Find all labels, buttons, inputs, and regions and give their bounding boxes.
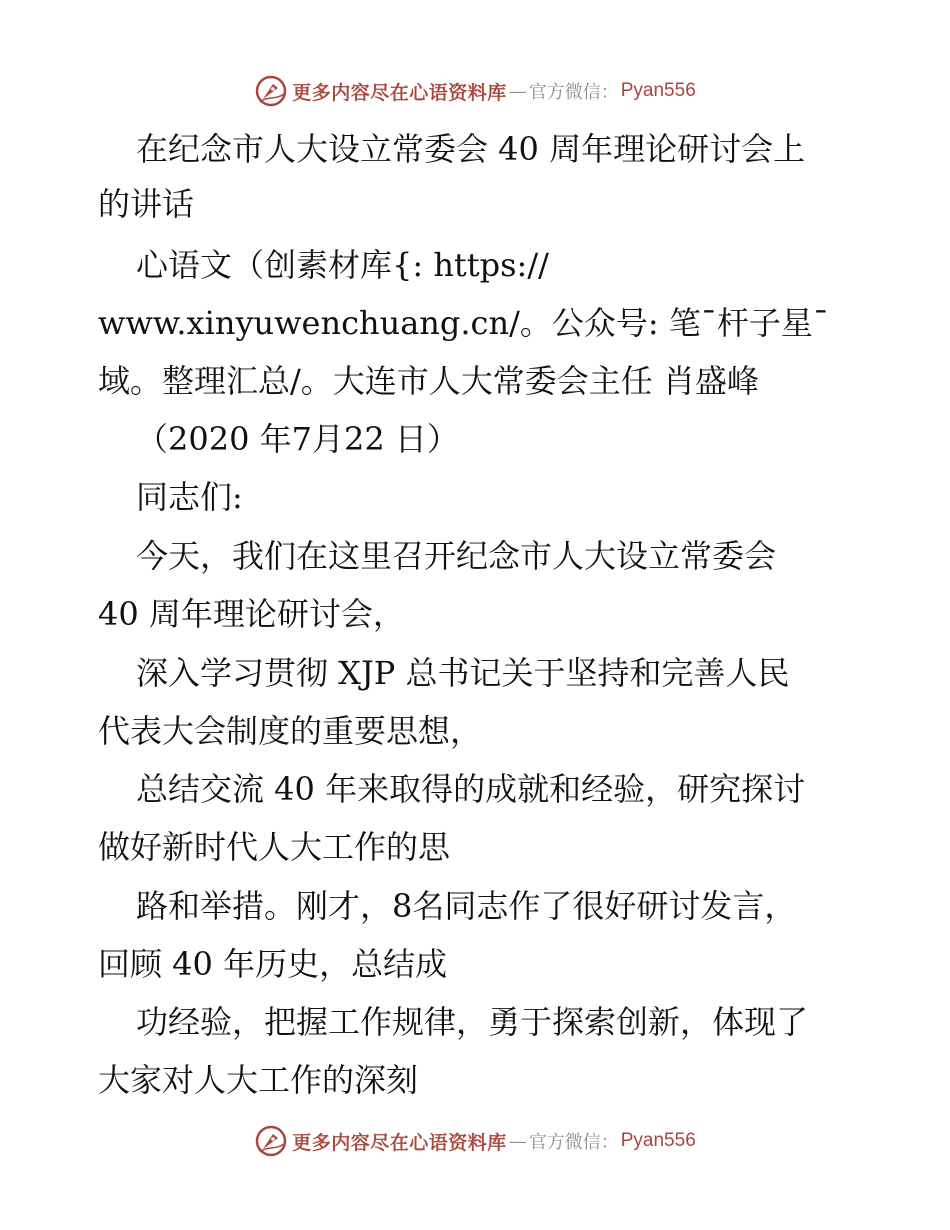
text-line: 路和举措。刚才，8名同志作了很好研讨发言，	[136, 887, 797, 925]
text-line: 40 周年理论研讨会，	[98, 595, 405, 633]
text-line: 的讲话	[98, 185, 195, 223]
text-line: （2020 年7月22 日）	[136, 420, 459, 458]
banner-sub-text: 官方微信：	[528, 1132, 619, 1153]
text-line: 在纪念市人大设立常委会 40 周年理论研讨会上	[136, 130, 806, 168]
pen-nib-logo-icon	[254, 1124, 288, 1158]
text-line: 大家对人大工作的深刻	[98, 1061, 419, 1099]
banner-wechat-id: Pyan556	[620, 1130, 696, 1151]
pen-nib-logo-icon	[254, 74, 288, 108]
banner-main-text: 更多内容尽在心语资料库	[292, 1131, 507, 1154]
text-line: www.xinyuwenchuang.cn/。公众号: 笔¯杆子星¯	[98, 304, 829, 342]
banner-wechat-id: Pyan556	[620, 80, 696, 101]
text-line: 功经验，把握工作规律，勇于探索创新，体现了	[136, 1003, 809, 1041]
text-line: 总结交流 40 年来取得的成就和经验，研究探讨	[136, 770, 806, 808]
banner-sub-text: 官方微信：	[528, 82, 619, 103]
footer-banner	[0, 1121, 950, 1161]
banner-dash: —	[508, 1130, 527, 1152]
text-line: 心语文（创素材库{: https://	[136, 246, 549, 284]
header-banner	[0, 71, 950, 111]
text-line: 今天，我们在这里召开纪念市人大设立常委会	[136, 537, 777, 575]
text-line: 代表大会制度的重要思想，	[98, 712, 483, 750]
text-line: 深入学习贯彻 XJP 总书记关于坚持和完善人民	[136, 654, 790, 692]
text-line: 回顾 40 年历史，总结成	[98, 945, 448, 983]
text-line: 域。整理汇总/。大连市人大常委会主任 肖盛峰	[98, 362, 759, 400]
text-line: 做好新时代人大工作的思	[98, 828, 451, 866]
banner-dash: —	[508, 80, 527, 102]
text-line: 同志们:	[136, 478, 243, 516]
banner-main-text: 更多内容尽在心语资料库	[292, 81, 507, 104]
